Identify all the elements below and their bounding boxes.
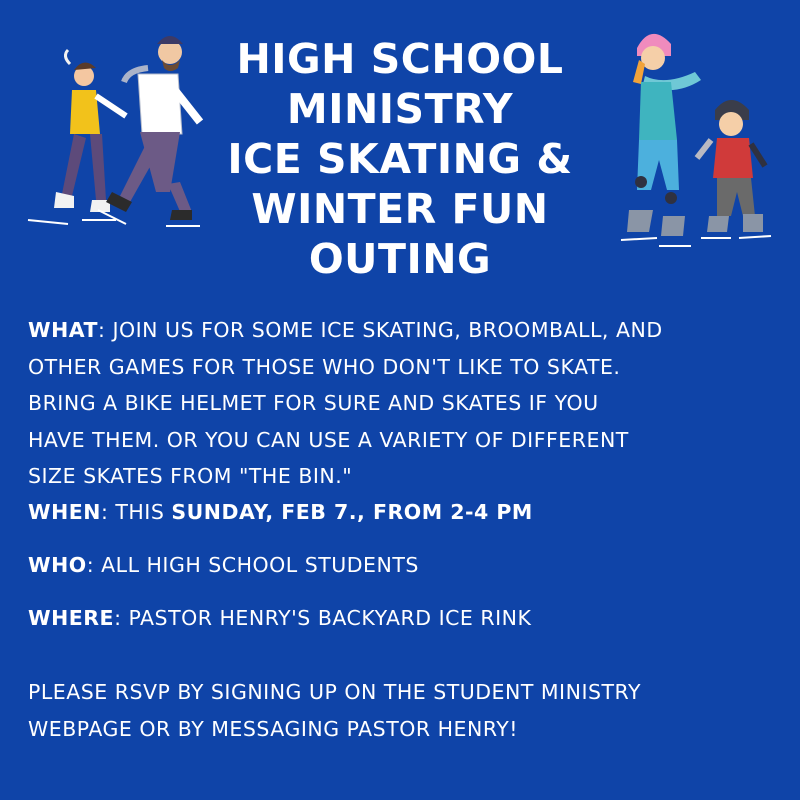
child-skater-icon xyxy=(697,100,771,238)
title-line: ICE SKATING & xyxy=(227,135,573,183)
what-line: HAVE THEM. OR YOU CAN USE A VARIETY OF DIFFERENT xyxy=(28,427,629,452)
rsvp-section xyxy=(28,674,788,747)
ice-skaters-couple-illustration xyxy=(20,24,220,249)
title-line: WINTER FUN xyxy=(251,185,549,233)
mother-and-child-skating-illustration xyxy=(605,20,790,255)
rsvp-line: WEBPAGE OR BY MESSAGING PASTOR HENRY! xyxy=(28,716,518,741)
when-label: WHEN xyxy=(28,500,101,524)
man-skater-icon xyxy=(98,36,200,226)
what-line: SIZE SKATES FROM "THE BIN." xyxy=(28,464,353,488)
when-section xyxy=(28,500,788,524)
who-section xyxy=(28,553,788,577)
who-text: : ALL HIGH SCHOOL STUDENTS xyxy=(86,553,419,577)
who-label: WHO xyxy=(28,553,87,577)
where-section xyxy=(28,606,788,630)
title-line: MINISTRY xyxy=(286,85,514,133)
what-label: WHAT xyxy=(28,318,99,342)
event-title xyxy=(210,34,590,284)
where-text: : PASTOR HENRY'S BACKYARD ICE RINK xyxy=(114,606,532,630)
what-line xyxy=(28,312,788,349)
when-prefix: : THIS xyxy=(100,500,172,524)
title-line: HIGH SCHOOL xyxy=(236,35,564,83)
what-line: OTHER GAMES FOR THOSE WHO DON'T LIKE TO SKATE. xyxy=(28,354,621,379)
where-label: WHERE xyxy=(28,606,115,630)
mother-skater-icon xyxy=(621,34,701,246)
when-date-time: SUNDAY, FEB 7., FROM 2-4 PM xyxy=(171,500,533,524)
what-section xyxy=(28,312,788,495)
what-line: BRING A BIKE HELMET FOR SURE AND SKATES IF YOU xyxy=(28,391,599,415)
what-text: : JOIN US FOR SOME ICE SKATING, BROOMBALL, AND xyxy=(98,318,663,342)
rsvp-line: PLEASE RSVP BY SIGNING UP ON THE STUDENT MINISTRY xyxy=(28,680,641,704)
title-line: OUTING xyxy=(308,235,492,283)
